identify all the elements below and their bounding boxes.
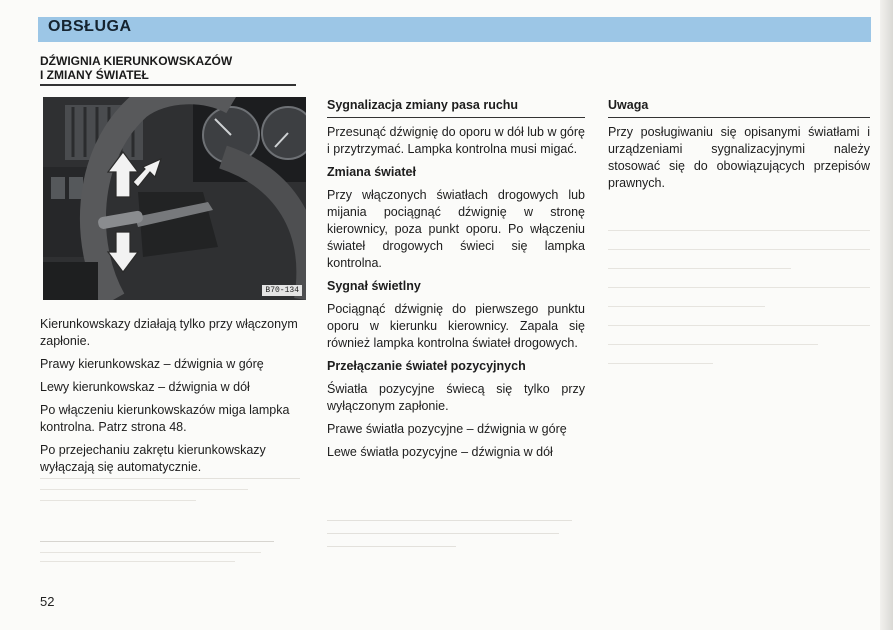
section-heading bbox=[40, 54, 290, 82]
left-turn-signal: Lewy kierunkowskaz – dźwignia w dół bbox=[40, 380, 250, 394]
left-column bbox=[40, 316, 305, 482]
dashboard-stalk-photo bbox=[43, 97, 306, 300]
header-band bbox=[38, 17, 871, 42]
light-change-text: Przy włączonych światłach drogowych lub mijania pociągnąć dźwignię w stronę kierownicy, poza punkt oporu. Po włączeniu świateł drogowych świeci się lampka kontrolna. bbox=[327, 188, 585, 270]
middle-column bbox=[327, 97, 585, 467]
flasher-text: Pociągnąć dźwignię do pierwszego punktu oporu w kierunku kierownicy. Zapala się również lampka kontrolna świateł drogowych. bbox=[327, 302, 585, 350]
turn-signal-ignition-note: Kierunkowskazy działają tylko przy włączonym zapłonie. bbox=[40, 317, 298, 348]
page-edge-shadow bbox=[880, 0, 893, 630]
parking-lights-text2: Prawe światła pozycyjne – dźwignia w górę bbox=[327, 422, 567, 436]
parking-lights-text3: Lewe światła pozycyjne – dźwignia w dół bbox=[327, 445, 553, 459]
right-column bbox=[608, 97, 870, 198]
figure-code: B70-134 bbox=[262, 285, 302, 296]
flasher-heading: Sygnał świetlny bbox=[327, 279, 421, 293]
parking-lights-heading: Przełączanie świateł pozycyjnych bbox=[327, 359, 526, 373]
dashboard-illustration bbox=[43, 97, 306, 300]
bleed-through-right bbox=[608, 200, 870, 460]
page-number: 52 bbox=[40, 594, 55, 609]
bleed-through-mid bbox=[327, 500, 585, 560]
note-text: Przy posługiwaniu się opisanymi światłami i urządzeniami sygnalizacyjnymi należy stosować się do obowiązujących przepisów prawnych. bbox=[608, 125, 870, 190]
light-change-heading: Zmiana świateł bbox=[327, 165, 416, 179]
bleed-through-left bbox=[40, 470, 300, 590]
parking-lights-text1: Światła pozycyjne świecą się tylko przy wyłączonym zapłonie. bbox=[327, 382, 585, 413]
section-heading-line1: DŹWIGNIA KIERUNKOWSKAZÓW bbox=[40, 54, 233, 68]
lane-change-text: Przesunąć dźwignię do oporu w dół lub w górę i przytrzymać. Lampka kontrolna musi migać. bbox=[327, 125, 585, 156]
indicator-lamp-note: Po włączeniu kierunkowskazów miga lampka kontrolna. Patrz strona 48. bbox=[40, 403, 290, 434]
header-title: OBSŁUGA bbox=[48, 18, 132, 35]
note-heading: Uwaga bbox=[608, 97, 870, 118]
section-rule bbox=[40, 84, 296, 86]
auto-cancel-note: Po przejechaniu zakrętu kierunkowskazy wyłączają się automatycznie. bbox=[40, 443, 266, 474]
lane-change-heading: Sygnalizacja zmiany pasa ruchu bbox=[327, 97, 585, 118]
right-turn-signal: Prawy kierunkowskaz – dźwignia w górę bbox=[40, 357, 264, 371]
section-heading-line2: I ZMIANY ŚWIATEŁ bbox=[40, 68, 149, 82]
